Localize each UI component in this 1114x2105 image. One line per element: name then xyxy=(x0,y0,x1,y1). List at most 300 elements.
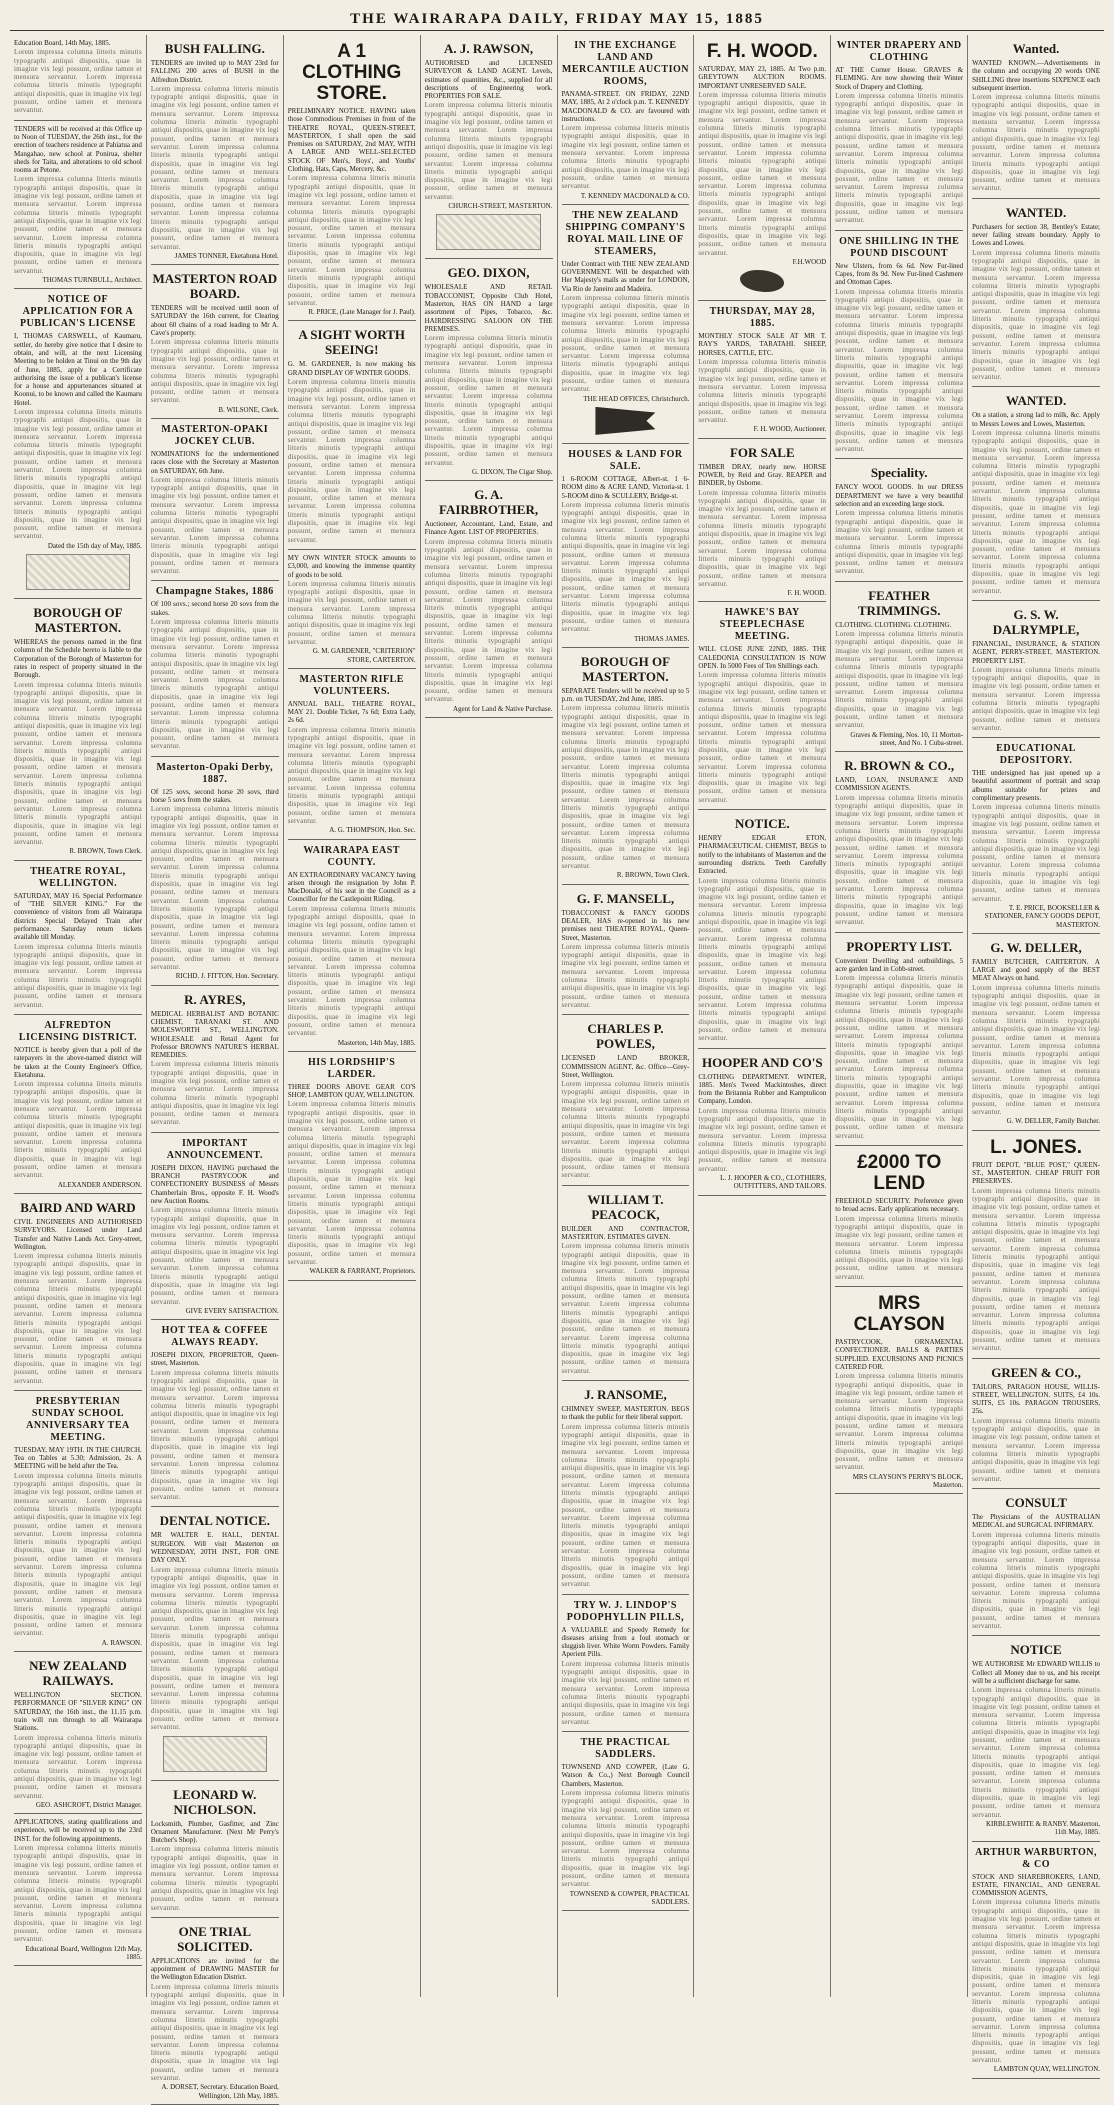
advertisement xyxy=(151,757,279,986)
ad-signature: JAMES TONNER, Eketahuna Hotel. xyxy=(174,251,279,260)
advertisement xyxy=(151,1918,279,2105)
ad-fine-print: Lorem impressa columna litteris minutis typographi antiqui dispositis, quae in imagine vix legi possunt, ordine tamen et mensura servantur. Lorem impressa columna litteris minutis typographi antiqui dispositis, quae in imagine vix legi possunt, ordine tamen et mensura servantur. Lorem impressa columna litteris minutis typographi antiqui dispositis, quae in imagine vix legi possunt, ordine tamen et mensura servantur. Lorem impressa columna litteris minutis typographi antiqui dispositis, quae in imagine vix legi possunt, ordine tamen et mensura servantur. xyxy=(14,1252,142,1385)
advertisement xyxy=(835,459,963,581)
advertisement xyxy=(151,1133,279,1320)
ad-body: AN EXTRAORDINARY VACANCY having arisen through the resignation by John P. MacDonald, of his seat in the Council as a Councillor for the Castlepoint Riding. xyxy=(287,870,416,904)
ad-signature: CHURCH-STREET, MASTERTON. xyxy=(448,202,553,211)
ad-heading: HOOPER AND CO'S xyxy=(702,1054,823,1070)
ad-fine-print: Lorem impressa columna litteris minutis typographi antiqui dispositis, quae in imagine vix legi possunt, ordine tamen et mensura servantur. Lorem impressa columna litteris minutis typographi antiqui dispositis, quae in imagine vix legi possunt, ordine tamen et mensura servantur. Lorem impressa columna litteris minutis typographi antiqui dispositis, quae in imagine vix legi possunt, ordine tamen et mensura servantur. xyxy=(972,803,1100,903)
ad-heading: THEATRE ROYAL, WELLINGTON. xyxy=(30,865,126,889)
advertisement xyxy=(14,1194,142,1391)
ad-fine-print: Lorem impressa columna litteris minutis typographi antiqui dispositis, quae in imagine vix legi possunt, ordine tamen et mensura servantur. Lorem impressa columna litteris minutis typographi antiqui dispositis, quae in imagine vix legi possunt, ordine tamen et mensura servantur. xyxy=(150,1845,279,1912)
ad-body: MEDICAL HERBALIST AND BOTANIC CHEMIST, TARANAKI ST. AND MOLESWORTH ST., WELLINGTON. WHOLESALE and Retail Agent for Professor BROWN'S NATURE'S HERBAL REMEDIES. xyxy=(150,1009,279,1060)
ad-fine-print: Lorem impressa columna litteris minutis typographi antiqui dispositis, quae in imagine vix legi possunt, ordine tamen et mensura servantur. Lorem impressa columna litteris minutis typographi antiqui dispositis, quae in imagine vix legi possunt, ordine tamen et mensura servantur. xyxy=(698,358,827,425)
ad-heading: ONE TRIAL SOLICITED. xyxy=(177,1923,253,1954)
advertisement xyxy=(14,35,142,121)
ad-heading: TRY W. J. LINDOP'S PODOPHYLLIN PILLS, xyxy=(566,1599,685,1623)
advertisement xyxy=(972,934,1100,1131)
ad-fine-print: Lorem impressa columna litteris minutis typographi antiqui dispositis, quae in imagine vix legi possunt, ordine tamen et mensura servantur. Lorem impressa columna litteris minutis typographi antiqui dispositis, quae in imagine vix legi possunt, ordine tamen et mensura servantur. Lorem impressa columna litteris minutis typographi antiqui dispositis, quae in imagine vix legi possunt, ordine tamen et mensura servantur. xyxy=(150,1206,279,1306)
ad-signature: F.H.WOOD xyxy=(792,257,827,266)
ad-body: NOTICE is hereby given that a poll of the ratepayers in the above-named district will be taken at the County Engineer's Office, Eketahuna. xyxy=(14,1045,142,1079)
advertisement xyxy=(972,1636,1100,1841)
advertisement xyxy=(698,301,826,439)
advertisement xyxy=(288,321,416,550)
advertisement xyxy=(698,1049,826,1196)
ad-heading: G. A. FAIRBROTHER, xyxy=(439,487,539,518)
ad-heading: THURSDAY, MAY 28, 1885. xyxy=(709,306,815,330)
ad-heading: PROPERTY LIST. xyxy=(846,938,953,954)
ad-fine-print: Lorem impressa columna litteris minutis typographi antiqui dispositis, quae in imagine vix legi possunt, ordine tamen et mensura servantur. Lorem impressa columna litteris minutis typographi antiqui dispositis, quae in imagine vix legi possunt, ordine tamen et mensura servantur. Lorem impressa columna litteris minutis typographi antiqui dispositis, quae in imagine vix legi possunt, ordine tamen et mensura servantur. Lorem impressa columna litteris minutis typographi antiqui dispositis, quae in imagine vix legi possunt, ordine tamen et mensura servantur. Lorem impressa columna litteris minutis typographi antiqui dispositis, quae in imagine vix legi possunt, ordine tamen et mensura servantur. xyxy=(698,876,827,1043)
ad-heading: NOTICE xyxy=(1010,1642,1062,1658)
ad-body: HENRY EDGAR ETON, PHARMACEUTICAL CHEMIST, BEGS to notify to the inhabitants of Masterton and the surrounding districts. Teeth Carefully Extracted. xyxy=(698,834,827,876)
ad-body: LICENSED LAND BROKER, COMMISSION AGENT, &c. Office—Grey-Street, Wellington. xyxy=(561,1054,690,1079)
ad-signature: T. E. PRICE, BOOKSELLER & STATIONER, FANCY GOODS DEPOT, MASTERTON. xyxy=(984,903,1100,929)
column-8 xyxy=(968,35,1104,2074)
ad-heading: ARTHUR WARBURTON, & CO xyxy=(975,1846,1097,1870)
ad-body: WHOLESALE AND RETAIL TOBACCONIST, Opposite Club Hotel, Masterton, HAS ON HAND a large assortment of Pipes, Tobacco, &c. HAIRDRESSING SALOON ON THE PREMISES. xyxy=(424,283,553,333)
advertisement xyxy=(562,648,690,885)
ad-heading: BUSH FALLING. xyxy=(164,41,265,56)
ad-fine-print: Lorem impressa columna litteris minutis typographi antiqui dispositis, quae in imagine vix legi possunt, ordine tamen et mensura servantur. Lorem impressa columna litteris minutis typographi antiqui dispositis, quae in imagine vix legi possunt, ordine tamen et mensura servantur. Lorem impressa columna litteris minutis typographi antiqui dispositis, quae in imagine vix legi possunt, ordine tamen et mensura servantur. Lorem impressa columna litteris minutis typographi antiqui dispositis, quae in imagine vix legi possunt, ordine tamen et mensura servantur. xyxy=(561,500,690,634)
advertisement xyxy=(14,289,142,599)
ad-heading: LEONARD W. NICHOLSON. xyxy=(173,1786,257,1817)
ad-body: AT THE Corner House. GRAVES & FLEMING. Are now showing their Winter Stock of Drapery and Clothing. xyxy=(835,66,964,91)
ad-heading: G. F. MANSELL, xyxy=(576,890,675,906)
ad-fine-print: Lorem impressa columna litteris minutis typographi antiqui dispositis, quae in imagine vix legi possunt, ordine tamen et mensura servantur. Lorem impressa columna litteris minutis typographi antiqui dispositis, quae in imagine vix legi possunt, ordine tamen et mensura servantur. Lorem impressa columna litteris minutis typographi antiqui dispositis, quae in imagine vix legi possunt, ordine tamen et mensura servantur. xyxy=(972,93,1100,193)
ad-heading: MASTERTON ROAD BOARD. xyxy=(152,271,278,302)
ad-fine-print: Lorem impressa columna litteris minutis typographi antiqui dispositis, quae in imagine vix legi possunt, ordine tamen et mensura servantur. Lorem impressa columna litteris minutis typographi antiqui dispositis, quae in imagine vix legi possunt, ordine tamen et mensura servantur. Lorem impressa columna litteris minutis typographi antiqui dispositis, quae in imagine vix legi possunt, ordine tamen et mensura servantur. Lorem impressa columna litteris minutis typographi antiqui dispositis, quae in imagine vix legi possunt, ordine tamen et mensura servantur. xyxy=(835,793,964,927)
shipping-flag-emblem xyxy=(595,407,655,435)
advertisement xyxy=(151,1320,279,1507)
ad-body: The Physicians of the AUSTRALIAN MEDICAL and SURGICAL INFIRMARY. xyxy=(972,1513,1100,1530)
advertisement xyxy=(562,1015,690,1185)
ad-signature: WALKER & FARRANT, Proprietors. xyxy=(309,1267,416,1276)
ad-signature: R. BROWN, Town Clerk. xyxy=(69,847,142,856)
ad-signature: R. BROWN, Town Clerk. xyxy=(616,871,690,880)
ad-fine-print: Lorem impressa columna litteris minutis typographi antiqui dispositis, quae in imagine vix legi possunt, ordine tamen et mensura servantur. Lorem impressa columna litteris minutis typographi antiqui dispositis, quae in imagine vix legi possunt, ordine tamen et mensura servantur. xyxy=(14,942,142,1009)
ad-fine-print: Lorem impressa columna litteris minutis typographi antiqui dispositis, quae in imagine vix legi possunt, ordine tamen et mensura servantur. Lorem impressa columna litteris minutis typographi antiqui dispositis, quae in imagine vix legi possunt, ordine tamen et mensura servantur. Lorem impressa columna litteris minutis typographi antiqui dispositis, quae in imagine vix legi possunt, ordine tamen et mensura servantur. Lorem impressa columna litteris minutis typographi antiqui dispositis, quae in imagine vix legi possunt, ordine tamen et mensura servantur. xyxy=(150,618,279,751)
ad-signature: Agent for Land & Native Purchase. xyxy=(452,704,553,713)
ad-fine-print: Lorem impressa columna litteris minutis typographi antiqui dispositis, quae in imagine vix legi possunt, ordine tamen et mensura servantur. Lorem impressa columna litteris minutis typographi antiqui dispositis, quae in imagine vix legi possunt, ordine tamen et mensura servantur. Lorem impressa columna litteris minutis typographi antiqui dispositis, quae in imagine vix legi possunt, ordine tamen et mensura servantur. Lorem impressa columna litteris minutis typographi antiqui dispositis, quae in imagine vix legi possunt, ordine tamen et mensura servantur. Lorem impressa columna litteris minutis typographi antiqui dispositis, quae in imagine vix legi possunt, ordine tamen et mensura servantur. xyxy=(835,287,964,454)
ad-body: WHEREAS the persons named in the first column of the Schedule hereto is liable to the Corporation of the Borough of Masterton for rates in respect of property situated in the Borough. xyxy=(14,638,142,680)
ad-fine-print: Lorem impressa columna litteris minutis typographi antiqui dispositis, quae in imagine vix legi possunt, ordine tamen et mensura servantur. Lorem impressa columna litteris minutis typographi antiqui dispositis, quae in imagine vix legi possunt, ordine tamen et mensura servantur. Lorem impressa columna litteris minutis typographi antiqui dispositis, quae in imagine vix legi possunt, ordine tamen et mensura servantur. Lorem impressa columna litteris minutis typographi antiqui dispositis, quae in imagine vix legi possunt, ordine tamen et mensura servantur. xyxy=(561,1242,690,1375)
advertisement xyxy=(698,439,826,603)
advertisement xyxy=(288,840,416,1052)
advertisement xyxy=(835,1287,963,1494)
ad-fine-print: Lorem impressa columna litteris minutis typographi antiqui dispositis, quae in imagine vix legi possunt, ordine tamen et mensura servantur. Lorem impressa columna litteris minutis typographi antiqui dispositis, quae in imagine vix legi possunt, ordine tamen et mensura servantur. Lorem impressa columna litteris minutis typographi antiqui dispositis, quae in imagine vix legi possunt, ordine tamen et mensura servantur. Lorem impressa columna litteris minutis typographi antiqui dispositis, quae in imagine vix legi possunt, ordine tamen et mensura servantur. Lorem impressa columna litteris minutis typographi antiqui dispositis, quae in imagine vix legi possunt, ordine tamen et mensura servantur. xyxy=(150,84,279,251)
ad-signature: Graves & Fleming, Nos. 10, 11 Morton-street, And No. 1 Cuba-street. xyxy=(850,730,964,747)
ad-body: G. M. GARDENER, Is now making his GRAND DISPLAY OF WINTER GOODS. xyxy=(287,360,416,377)
ad-heading: BOROUGH OF MASTERTON. xyxy=(33,605,123,636)
advertisement xyxy=(698,602,826,810)
advertisement xyxy=(972,738,1100,934)
advertisement xyxy=(151,1507,279,1780)
ad-body: TUESDAY, MAY 19TH. IN THE CHURCH. Tea on Tables at 5.30; Admission, 2s. A MEETING will be held after the Tea. xyxy=(14,1445,142,1471)
ad-fine-print: Lorem impressa columna litteris minutis typographi antiqui dispositis, quae in imagine vix legi possunt, ordine tamen et mensura servantur. Lorem impressa columna litteris minutis typographi antiqui dispositis, quae in imagine vix legi possunt, ordine tamen et mensura servantur. Lorem impressa columna litteris minutis typographi antiqui dispositis, quae in imagine vix legi possunt, ordine tamen et mensura servantur. xyxy=(835,1372,964,1472)
ad-body: PRELIMINARY NOTICE. HAVING taken those Commodious Premises in front of the THEATRE ROYAL, QUEEN-STREET, MASTERTON, I shall open the said Premises on SATURDAY, 2nd MAY, WITH A LARGE AND WELL-SELECTED STOCK OF Men's, Boys', and Youths' Clothing, Hats, Caps, Mercery, &c. xyxy=(287,107,416,174)
ad-fine-print: Lorem impressa columna litteris minutis typographi antiqui dispositis, quae in imagine vix legi possunt, ordine tamen et mensura servantur. Lorem impressa columna litteris minutis typographi antiqui dispositis, quae in imagine vix legi possunt, ordine tamen et mensura servantur. Lorem impressa columna litteris minutis typographi antiqui dispositis, quae in imagine vix legi possunt, ordine tamen et mensura servantur. Lorem impressa columna litteris minutis typographi antiqui dispositis, quae in imagine vix legi possunt, ordine tamen et mensura servantur. Lorem impressa columna litteris minutis typographi antiqui dispositis, quae in imagine vix legi possunt, ordine tamen et mensura servantur. xyxy=(561,704,690,871)
ad-signature: G. M. GARDENER, "CRITERION" STORE, CARTERTON. xyxy=(312,647,416,664)
ad-body: 1 6-ROOM COTTAGE, Albert-st. 1 6-ROOM ditto & ACRE LAND, Victoria-st. 1 5-ROOM ditto & SCULLERY, Bridge-st. xyxy=(561,474,690,500)
ad-fine-print: Lorem impressa columna litteris minutis typographi antiqui dispositis, quae in imagine vix legi possunt, ordine tamen et mensura servantur. Lorem impressa columna litteris minutis typographi antiqui dispositis, quae in imagine vix legi possunt, ordine tamen et mensura servantur. Lorem impressa columna litteris minutis typographi antiqui dispositis, quae in imagine vix legi possunt, ordine tamen et mensura servantur. Lorem impressa columna litteris minutis typographi antiqui dispositis, quae in imagine vix legi possunt, ordine tamen et mensura servantur. xyxy=(287,174,416,307)
advertisement xyxy=(425,259,553,481)
ad-body: CLOTHING. CLOTHING. CLOTHING. xyxy=(835,620,952,629)
ad-signature: A. DORSET, Secretary. Education Board, Wellington, 12th May, 1885. xyxy=(161,2083,279,2100)
ad-body: JOSEPH DIXON, PROPRIETOR, Queen-street, Masterton. xyxy=(150,1351,279,1368)
advertisement xyxy=(425,481,553,718)
ad-body: TENDERS are invited up to MAY 23rd for FALLING 200 acres of BUSH in the Alfredton District. xyxy=(150,59,279,84)
ad-signature: THE HEAD OFFICES, Christchurch. xyxy=(583,394,690,403)
ad-body: Purchasers for section 38, Bentley's Estate; never failing stream boundary. Apply to Lowes and Lowes. xyxy=(972,222,1100,248)
advertisement xyxy=(151,265,279,419)
engraving-ornament xyxy=(26,554,130,590)
advertisement xyxy=(972,387,1100,601)
ad-body: TENDERS will be received at this Office up to Noon of TUESDAY, the 26th inst., for the erection of teachers residence at Pahiatua and Mangahao, new school at Ponirua, shelter sheds for Taita, and alterations to old school rooms at Petone. xyxy=(14,124,142,175)
ad-fine-print: Lorem impressa columna litteris minutis typographi antiqui dispositis, quae in imagine vix legi possunt, ordine tamen et mensura servantur. Lorem impressa columna litteris minutis typographi antiqui dispositis, quae in imagine vix legi possunt, ordine tamen et mensura servantur. Lorem impressa columna litteris minutis typographi antiqui dispositis, quae in imagine vix legi possunt, ordine tamen et mensura servantur. Lorem impressa columna litteris minutis typographi antiqui dispositis, quae in imagine vix legi possunt, ordine tamen et mensura servantur. Lorem impressa columna litteris minutis typographi antiqui dispositis, quae in imagine vix legi possunt, ordine tamen et mensura servantur. xyxy=(972,428,1100,595)
advertisement xyxy=(562,205,690,444)
ad-fine-print: Lorem impressa columna litteris minutis typographi antiqui dispositis, quae in imagine vix legi possunt, ordine tamen et mensura servantur. Lorem impressa columna litteris minutis typographi antiqui dispositis, quae in imagine vix legi possunt, ordine tamen et mensura servantur. xyxy=(561,124,690,191)
ad-body: TOWNSEND AND COWPER, (Late G. Watson & Co.,) Next Borough Council Chambers, Masterton. xyxy=(561,1763,690,1788)
column-1 xyxy=(10,35,147,1997)
ad-heading: EDUCATIONAL DEPOSITORY. xyxy=(996,743,1076,767)
ad-heading: A 1 CLOTHING STORE. xyxy=(302,41,402,104)
column-7 xyxy=(831,35,968,1997)
advertisement xyxy=(425,35,553,259)
ad-signature: THOMAS TURNBULL, Architect. xyxy=(42,276,142,285)
ad-body: New Ulsters, from 6s 6d. New Fur-lined Capes, from 8s 9d. New Fur-lined Cashmere and Ottoman Capes. xyxy=(835,261,964,287)
advertisement xyxy=(151,419,279,581)
advertisement xyxy=(835,1146,963,1287)
ad-heading: Speciality. xyxy=(870,465,928,481)
ad-signature: T. KENNEDY MACDONALD & CO. xyxy=(580,191,690,200)
ad-fine-print: Lorem impressa columna litteris minutis typographi antiqui dispositis, quae in imagine vix legi possunt, ordine tamen et mensura servantur. Lorem impressa columna litteris minutis typographi antiqui dispositis, quae in imagine vix legi possunt, ordine tamen et mensura servantur. Lorem impressa columna litteris minutis typographi antiqui dispositis, quae in imagine vix legi possunt, ordine tamen et mensura servantur. xyxy=(835,630,964,730)
ad-fine-print: Lorem impressa columna litteris minutis typographi antiqui dispositis, quae in imagine vix legi possunt, ordine tamen et mensura servantur. Lorem impressa columna litteris minutis typographi antiqui dispositis, quae in imagine vix legi possunt, ordine tamen et mensura servantur. Lorem impressa columna litteris minutis typographi antiqui dispositis, quae in imagine vix legi possunt, ordine tamen et mensura servantur. Lorem impressa columna litteris minutis typographi antiqui dispositis, quae in imagine vix legi possunt, ordine tamen et mensura servantur. Lorem impressa columna litteris minutis typographi antiqui dispositis, quae in imagine vix legi possunt, ordine tamen et mensura servantur. xyxy=(698,90,827,257)
ad-fine-print: Lorem impressa columna litteris minutis typographi antiqui dispositis, quae in imagine vix legi possunt, ordine tamen et mensura servantur. Lorem impressa columna litteris minutis typographi antiqui dispositis, quae in imagine vix legi possunt, ordine tamen et mensura servantur. xyxy=(835,509,964,576)
ad-body: MR WALTER E. HALL, DENTAL SURGEON. Will visit Masterton on WEDNESDAY, 20TH INST., FOR ONE DAY ONLY. xyxy=(150,1531,279,1565)
ad-body: WILL CLOSE JUNE 22ND, 1885. THE CALEDONIA CONSULTATION IS NOW OPEN. In 5000 Fees of Ten Shillings each. xyxy=(698,645,827,671)
ad-fine-print: Lorem impressa columna litteris minutis typographi antiqui dispositis, quae in imagine vix legi possunt, ordine tamen et mensura servantur. Lorem impressa columna litteris minutis typographi antiqui dispositis, quae in imagine vix legi possunt, ordine tamen et mensura servantur. Lorem impressa columna litteris minutis typographi antiqui dispositis, quae in imagine vix legi possunt, ordine tamen et mensura servantur. xyxy=(150,1982,279,2082)
ad-heading: J. RANSOME, xyxy=(584,1387,667,1403)
ad-body: BUILDER AND CONTRACTOR, MASTERTON. ESTIMATES GIVEN. xyxy=(561,1224,690,1241)
ad-heading: ONE SHILLING IN THE POUND DISCOUNT xyxy=(839,235,960,259)
ad-heading: MASTERTON-OPAKI JOCKEY CLUB. xyxy=(161,423,269,447)
ad-signature: THOMAS JAMES. xyxy=(634,634,690,643)
advertisement xyxy=(562,1595,690,1733)
ad-heading: NOTICE OF APPLICATION FOR A PUBLICAN'S LICENSE xyxy=(19,294,136,330)
ad-heading: WILLIAM T. PEACOCK, xyxy=(587,1191,664,1222)
advertisement xyxy=(14,1391,142,1652)
ad-body: APPLICATIONS, stating qualifications and experience, will be received up to the 23rd INST. for the following appointments. xyxy=(14,1818,142,1843)
advertisement xyxy=(562,1186,690,1381)
ad-heading: G. W. DELLER, xyxy=(990,939,1082,955)
ad-signature: GEO. ASHCROFT, District Manager. xyxy=(35,1800,142,1809)
ad-body: FRUIT DEPOT, "BLUE POST," QUEEN-ST., MASTERTON. CHEAP FRUIT FOR PRESERVES. xyxy=(972,1160,1100,1186)
ad-heading: NEW ZEALAND RAILWAYS. xyxy=(29,1658,127,1689)
ad-body: CIVIL ENGINEERS AND AUTHORISED SURVEYORS. Licensed under Land Transfer and Native Lands Act. Grey-street, Wellington. xyxy=(14,1217,142,1251)
ad-body: WE AUTHORISE Mr EDWARD WILLIS to Collect all Money due to us, and his receipt will be a sufficient discharge for same. xyxy=(972,1660,1100,1685)
ad-signature: F. H. WOOD. xyxy=(787,589,827,598)
ad-fine-print: Lorem impressa columna litteris minutis typographi antiqui dispositis, quae in imagine vix legi possunt, ordine tamen et mensura servantur. Lorem impressa columna litteris minutis typographi antiqui dispositis, quae in imagine vix legi possunt, ordine tamen et mensura servantur. Lorem impressa columna litteris minutis typographi antiqui dispositis, quae in imagine vix legi possunt, ordine tamen et mensura servantur. xyxy=(972,1530,1100,1631)
ad-fine-print: Lorem impressa columna litteris minutis typographi antiqui dispositis, quae in imagine vix legi possunt, ordine tamen et mensura servantur. Lorem impressa columna litteris minutis typographi antiqui dispositis, quae in imagine vix legi possunt, ordine tamen et mensura servantur. Lorem impressa columna litteris minutis typographi antiqui dispositis, quae in imagine vix legi possunt, ordine tamen et mensura servantur. xyxy=(14,1080,142,1180)
ad-body: Locksmith, Plumber, Gasfitter, and Zinc Ornament Manufacturer. (Next Mr Perry's Butcher's Shop). xyxy=(150,1819,279,1845)
advertisement xyxy=(972,1489,1100,1636)
ad-heading: F. H. WOOD. xyxy=(706,41,818,62)
advertisement xyxy=(288,669,416,840)
ad-fine-print: Lorem impressa columna litteris minutis typographi antiqui dispositis, quae in imagine vix legi possunt, ordine tamen et mensura servantur. Lorem impressa columna litteris minutis typographi antiqui dispositis, quae in imagine vix legi possunt, ordine tamen et mensura servantur. Lorem impressa columna litteris minutis typographi antiqui dispositis, quae in imagine vix legi possunt, ordine tamen et mensura servantur. Lorem impressa columna litteris minutis typographi antiqui dispositis, quae in imagine vix legi possunt, ordine tamen et mensura servantur. Lorem impressa columna litteris minutis typographi antiqui dispositis, quae in imagine vix legi possunt, ordine tamen et mensura servantur. xyxy=(424,537,553,704)
ad-body: THREE DOORS ABOVE GEAR CO'S SHOP, LAMBTON QUAY, WELLINGTON. xyxy=(287,1082,416,1100)
ad-heading: WANTED. xyxy=(1005,393,1067,409)
advertisement xyxy=(288,35,416,321)
ad-heading: THE PRACTICAL SADDLERS. xyxy=(580,1737,671,1761)
ad-heading: A SIGHT WORTH SEEING! xyxy=(298,327,406,358)
ad-fine-print: Lorem impressa columna litteris minutis typographi antiqui dispositis, quae in imagine vix legi possunt, ordine tamen et mensura servantur. Lorem impressa columna litteris minutis typographi antiqui dispositis, quae in imagine vix legi possunt, ordine tamen et mensura servantur. Lorem impressa columna litteris minutis typographi antiqui dispositis, quae in imagine vix legi possunt, ordine tamen et mensura servantur. Lorem impressa columna litteris minutis typographi antiqui dispositis, quae in imagine vix legi possunt, ordine tamen et mensura servantur. xyxy=(150,1368,279,1502)
ad-body: FREEHOLD SECURITY. Preference given to broad acres. Early applications necessary. xyxy=(835,1197,964,1214)
ad-signature: R. PRICE, (Late Manager for J. Paul). xyxy=(308,308,416,317)
advertisement xyxy=(14,1652,142,1814)
ad-heading: BAIRD AND WARD xyxy=(20,1199,136,1215)
ad-heading: NOTICE. xyxy=(735,816,790,832)
ad-signature: B. WILSONE, Clerk. xyxy=(218,405,279,414)
ad-heading: WINTER DRAPERY AND CLOTHING xyxy=(836,40,962,63)
ad-signature: Dated the 15th day of May, 1885. xyxy=(47,541,142,550)
ad-fine-print: Lorem impressa columna litteris minutis typographi antiqui dispositis, quae in imagine vix legi possunt, ordine tamen et mensura servantur. Lorem impressa columna litteris minutis typographi antiqui dispositis, quae in imagine vix legi possunt, ordine tamen et mensura servantur. Lorem impressa columna litteris minutis typographi antiqui dispositis, quae in imagine vix legi possunt, ordine tamen et mensura servantur. Lorem impressa columna litteris minutis typographi antiqui dispositis, quae in imagine vix legi possunt, ordine tamen et mensura servantur. xyxy=(972,983,1100,1117)
ad-fine-print: Lorem impressa columna litteris minutis typographi antiqui dispositis, quae in imagine vix legi possunt, ordine tamen et mensura servantur. Lorem impressa columna litteris minutis typographi antiqui dispositis, quae in imagine vix legi possunt, ordine tamen et mensura servantur. Lorem impressa columna litteris minutis typographi antiqui dispositis, quae in imagine vix legi possunt, ordine tamen et mensura servantur. xyxy=(287,725,416,825)
advertisement xyxy=(972,601,1100,738)
ad-body: TENDERS will be received until noon of SATURDAY the 16th current, for Clearing about 60 chains of a road leading to Mr A. Cave's property. xyxy=(150,304,279,338)
column-6 xyxy=(694,35,831,1997)
ad-fine-print: Lorem impressa columna litteris minutis typographi antiqui dispositis, quae in imagine vix legi possunt, ordine tamen et mensura servantur. Lorem impressa columna litteris minutis typographi antiqui dispositis, quae in imagine vix legi possunt, ordine tamen et mensura servantur. Lorem impressa columna litteris minutis typographi antiqui dispositis, quae in imagine vix legi possunt, ordine tamen et mensura servantur. Lorem impressa columna litteris minutis typographi antiqui dispositis, quae in imagine vix legi possunt, ordine tamen et mensura servantur. Lorem impressa columna litteris minutis typographi antiqui dispositis, quae in imagine vix legi possunt, ordine tamen et mensura servantur. xyxy=(287,1100,416,1267)
ad-heading: WAIRARAPA EAST COUNTY. xyxy=(303,844,400,868)
ad-body: WELLINGTON SECTION. PERFORMANCE OF "SILVER KING" ON SATURDAY, the 16th inst., the 11.15 p.m. train will run through to all Wairarapa Stations. xyxy=(14,1691,142,1733)
ad-signature: TOWNSEND & COWPER, PRACTICAL SADDLERS. xyxy=(569,1889,690,1906)
ad-heading: GEO. DIXON, xyxy=(447,265,530,281)
ad-body: A VALUABLE and Speedy Remedy for diseases arising from a foul stomach or sluggish liver. White Worm Powders. Family Aperient Pills. xyxy=(561,1625,690,1659)
ad-fine-print: Lorem impressa columna litteris minutis typographi antiqui dispositis, quae in imagine vix legi possunt, ordine tamen et mensura servantur. Lorem impressa columna litteris minutis typographi antiqui dispositis, quae in imagine vix legi possunt, ordine tamen et mensura servantur. Lorem impressa columna litteris minutis typographi antiqui dispositis, quae in imagine vix legi possunt, ordine tamen et mensura servantur. xyxy=(561,294,690,394)
ad-heading: BOROUGH OF MASTERTON. xyxy=(580,653,671,684)
ad-body: ANNUAL BALL. THEATRE ROYAL, MAY 21. Double Ticket, 7s 6d; Extra Lady, 2s 6d. xyxy=(287,699,416,725)
advertisement xyxy=(562,885,690,1016)
ad-body: JOSEPH DIXON, HAVING purchased the BRANCH PASTRYCOOK and CONFECTIONERY BUSINESS of Messrs Chamberlain Bros., opposite F. H. Wood's new Auction Rooms. xyxy=(150,1163,279,1205)
ad-body: Of 125 sovs, second horse 20 sovs, third horse 5 sovs from the stakes. xyxy=(150,787,279,805)
column-3 xyxy=(284,35,421,1997)
ad-signature: Educational Board, Wellington 12th May, 1885. xyxy=(25,1944,142,1961)
ad-fine-print: Lorem impressa columna litteris minutis typographi antiqui dispositis, quae in imagine vix legi possunt, ordine tamen et mensura servantur. Lorem impressa columna litteris minutis typographi antiqui dispositis, quae in imagine vix legi possunt, ordine tamen et mensura servantur. xyxy=(287,579,416,646)
ad-body: AUTHORISED and LICENSED SURVEYOR & LAND AGENT. Levels, estimates of quantities, &c., supplied for all descriptions of Engineering work. PROPERTIES FOR SALE. xyxy=(424,59,553,101)
ad-fine-print: Lorem impressa columna litteris minutis typographi antiqui dispositis, quae in imagine vix legi possunt, ordine tamen et mensura servantur. Lorem impressa columna litteris minutis typographi antiqui dispositis, quae in imagine vix legi possunt, ordine tamen et mensura servantur. Lorem impressa columna litteris minutis typographi antiqui dispositis, quae in imagine vix legi possunt, ordine tamen et mensura servantur. xyxy=(14,1844,142,1944)
ad-heading: £2000 TO LEND xyxy=(857,1152,942,1195)
column-4 xyxy=(421,35,558,1997)
ad-body: THE undersigned has just opened up a beautiful assortment of portrait and scrap albums suitable for prizes and complimentary presents. xyxy=(972,769,1100,803)
advertisement xyxy=(14,599,142,861)
column-5 xyxy=(558,35,695,1997)
ad-fine-print: Lorem impressa columna litteris minutis typographi antiqui dispositis, quae in imagine vix legi possunt, ordine tamen et mensura servantur. Lorem impressa columna litteris minutis typographi antiqui dispositis, quae in imagine vix legi possunt, ordine tamen et mensura servantur. Lorem impressa columna litteris minutis typographi antiqui dispositis, quae in imagine vix legi possunt, ordine tamen et mensura servantur. xyxy=(14,175,142,275)
ad-fine-print: Lorem impressa columna litteris minutis typographi antiqui dispositis, quae in imagine vix legi possunt, ordine tamen et mensura servantur. Lorem impressa columna litteris minutis typographi antiqui dispositis, quae in imagine vix legi possunt, ordine tamen et mensura servantur. xyxy=(150,338,279,405)
engraving-ornament xyxy=(436,214,540,250)
ad-body: CHIMNEY SWEEP, MASTERTON. BEGS to thank the public for their liberal support. xyxy=(561,1405,690,1422)
ad-heading: CHARLES P. POWLES, xyxy=(587,1021,664,1052)
ad-heading: Wanted. xyxy=(1012,41,1060,56)
ad-fine-print: Lorem impressa columna litteris minutis typographi antiqui dispositis, quae in imagine vix legi possunt, ordine tamen et mensura servantur. Lorem impressa columna litteris minutis typographi antiqui dispositis, quae in imagine vix legi possunt, ordine tamen et mensura servantur. Lorem impressa columna litteris minutis typographi antiqui dispositis, quae in imagine vix legi possunt, ordine tamen et mensura servantur. xyxy=(698,488,827,588)
ad-fine-print: Lorem impressa columna litteris minutis typographi antiqui dispositis, quae in imagine vix legi possunt, ordine tamen et mensura servantur. Lorem impressa columna litteris minutis typographi antiqui dispositis, quae in imagine vix legi possunt, ordine tamen et mensura servantur. Lorem impressa columna litteris minutis typographi antiqui dispositis, quae in imagine vix legi possunt, ordine tamen et mensura servantur. xyxy=(561,1080,690,1180)
ad-fine-print: Lorem impressa columna litteris minutis typographi antiqui dispositis, quae in imagine vix legi possunt, ordine tamen et mensura servantur. Lorem impressa columna litteris minutis typographi antiqui dispositis, quae in imagine vix legi possunt, ordine tamen et mensura servantur. Lorem impressa columna litteris minutis typographi antiqui dispositis, quae in imagine vix legi possunt, ordine tamen et mensura servantur. xyxy=(561,1789,690,1889)
advertisement xyxy=(972,199,1100,388)
ad-fine-print: Lorem impressa columna litteris minutis typographi antiqui dispositis, quae in imagine vix legi possunt, ordine tamen et mensura servantur. Lorem impressa columna litteris minutis typographi antiqui dispositis, quae in imagine vix legi possunt, ordine tamen et mensura servantur. xyxy=(835,1214,964,1281)
ad-fine-print: Lorem impressa columna litteris minutis typographi antiqui dispositis, quae in imagine vix legi possunt, ordine tamen et mensura servantur. Lorem impressa columna litteris minutis typographi antiqui dispositis, quae in imagine vix legi possunt, ordine tamen et mensura servantur. Lorem impressa columna litteris minutis typographi antiqui dispositis, quae in imagine vix legi possunt, ordine tamen et mensura servantur. Lorem impressa columna litteris minutis typographi antiqui dispositis, quae in imagine vix legi possunt, ordine tamen et mensura servantur. xyxy=(287,904,416,1038)
masthead: THE WAIRARAPA DAILY, FRIDAY MAY 15, 1885 xyxy=(10,8,1104,31)
ad-fine-print: Lorem impressa columna litteris minutis typographi antiqui dispositis, quae in imagine vix legi possunt, ordine tamen et mensura servantur. Lorem impressa columna litteris minutis typographi antiqui dispositis, quae in imagine vix legi possunt, ordine tamen et mensura servantur. xyxy=(972,1416,1100,1483)
advertisement xyxy=(698,35,826,301)
ad-heading: HIS LORDSHIP'S LARDER. xyxy=(308,1056,396,1080)
ad-body: Convenient Dwelling and outbuildings, 5 acre garden land in Cobb-street. xyxy=(835,956,964,973)
ad-fine-print: Lorem impressa columna litteris minutis typographi antiqui dispositis, quae in imagine vix legi possunt, ordine tamen et mensura servantur. Lorem impressa columna litteris minutis typographi antiqui dispositis, quae in imagine vix legi possunt, ordine tamen et mensura servantur. Lorem impressa columna litteris minutis typographi antiqui dispositis, quae in imagine vix legi possunt, ordine tamen et mensura servantur. Lorem impressa columna litteris minutis typographi antiqui dispositis, quae in imagine vix legi possunt, ordine tamen et mensura servantur. Lorem impressa columna litteris minutis typographi antiqui dispositis, quae in imagine vix legi possunt, ordine tamen et mensura servantur. xyxy=(150,805,279,972)
ad-signature: GIVE EVERY SATISFACTION. xyxy=(185,1306,279,1315)
advertisement xyxy=(562,35,690,205)
ad-fine-print: Lorem impressa columna litteris minutis typographi antiqui dispositis, quae in imagine vix legi possunt, ordine tamen et mensura servantur. Lorem impressa columna litteris minutis typographi antiqui dispositis, quae in imagine vix legi possunt, ordine tamen et mensura servantur. Lorem impressa columna litteris minutis typographi antiqui dispositis, quae in imagine vix legi possunt, ordine tamen et mensura servantur. Lorem impressa columna litteris minutis typographi antiqui dispositis, quae in imagine vix legi possunt, ordine tamen et mensura servantur. Lorem impressa columna litteris minutis typographi antiqui dispositis, quae in imagine vix legi possunt, ordine tamen et mensura servantur. xyxy=(287,378,416,544)
advertisement xyxy=(14,1814,142,1966)
ad-body: Under Contract with THE NEW ZEALAND GOVERNMENT. Will be despatched with Her Majesty's mails as under for LONDON, Via Rio de Janeiro and Madeira. xyxy=(561,259,690,293)
ad-signature: G. DIXON, The Cigar Shop. xyxy=(471,467,553,476)
ad-heading: IMPORTANT ANNOUNCEMENT. xyxy=(166,1137,263,1161)
ad-fine-print: Lorem impressa columna litteris minutis typographi antiqui dispositis, quae in imagine vix legi possunt, ordine tamen et mensura servantur. Lorem impressa columna litteris minutis typographi antiqui dispositis, quae in imagine vix legi possunt, ordine tamen et mensura servantur. xyxy=(698,1106,827,1173)
advertisement xyxy=(562,1381,690,1595)
advertisement xyxy=(698,810,826,1048)
ad-body: NOMINATIONS for the undermentioned races close with the Secretary at Masterton on SATURDAY, 6th June. xyxy=(150,449,279,475)
advertisement xyxy=(151,1781,279,1918)
ad-fine-print: Lorem impressa columna litteris minutis typographi antiqui dispositis, quae in imagine vix legi possunt, ordine tamen et mensura servantur. Lorem impressa columna litteris minutis typographi antiqui dispositis, quae in imagine vix legi possunt, ordine tamen et mensura servantur. Lorem impressa columna litteris minutis typographi antiqui dispositis, quae in imagine vix legi possunt, ordine tamen et mensura servantur. Lorem impressa columna litteris minutis typographi antiqui dispositis, quae in imagine vix legi possunt, ordine tamen et mensura servantur. xyxy=(972,248,1100,382)
ad-fine-print: Lorem impressa columna litteris minutis typographi antiqui dispositis, quae in imagine vix legi possunt, ordine tamen et mensura servantur. Lorem impressa columna litteris minutis typographi antiqui dispositis, quae in imagine vix legi possunt, ordine tamen et mensura servantur. Lorem impressa columna litteris minutis typographi antiqui dispositis, quae in imagine vix legi possunt, ordine tamen et mensura servantur. Lorem impressa columna litteris minutis typographi antiqui dispositis, quae in imagine vix legi possunt, ordine tamen et mensura servantur. Lorem impressa columna litteris minutis typographi antiqui dispositis, quae in imagine vix legi possunt, ordine tamen et mensura servantur. xyxy=(972,1186,1100,1353)
ad-body: TOBACCONIST & FANCY GOODS DEALER, HAS re-opened in his new premises next THEATRE ROYAL, Queen-Street, Masterton. xyxy=(561,908,690,942)
advertisement xyxy=(835,231,963,460)
advertisement xyxy=(835,35,963,231)
ad-heading: DENTAL NOTICE. xyxy=(159,1513,270,1529)
ad-body: FAMILY BUTCHER, CARTERTON. A LARGE and good supply of the BEST MEAT Always on hand. xyxy=(972,957,1100,983)
ad-heading: L. JONES. xyxy=(990,1136,1082,1158)
ad-heading: MASTERTON RIFLE VOLUNTEERS. xyxy=(299,673,404,697)
ad-heading: ALFREDTON LICENSING DISTRICT. xyxy=(18,1019,138,1043)
advertisement xyxy=(835,933,963,1147)
ad-fine-print: Lorem impressa columna litteris minutis typographi antiqui dispositis, quae in imagine vix legi possunt, ordine tamen et mensura servantur. Lorem impressa columna litteris minutis typographi antiqui dispositis, quae in imagine vix legi possunt, ordine tamen et mensura servantur. xyxy=(14,48,142,115)
ad-fine-print: Lorem impressa columna litteris minutis typographi antiqui dispositis, quae in imagine vix legi possunt, ordine tamen et mensura servantur. Lorem impressa columna litteris minutis typographi antiqui dispositis, quae in imagine vix legi possunt, ordine tamen et mensura servantur. Lorem impressa columna litteris minutis typographi antiqui dispositis, quae in imagine vix legi possunt, ordine tamen et mensura servantur. Lorem impressa columna litteris minutis typographi antiqui dispositis, quae in imagine vix legi possunt, ordine tamen et mensura servantur. Lorem impressa columna litteris minutis typographi antiqui dispositis, quae in imagine vix legi possunt, ordine tamen et mensura servantur. xyxy=(561,1422,690,1589)
ad-fine-print: Lorem impressa columna litteris minutis typographi antiqui dispositis, quae in imagine vix legi possunt, ordine tamen et mensura servantur. Lorem impressa columna litteris minutis typographi antiqui dispositis, quae in imagine vix legi possunt, ordine tamen et mensura servantur. xyxy=(561,942,690,1009)
ad-fine-print: Lorem impressa columna litteris minutis typographi antiqui dispositis, quae in imagine vix legi possunt, ordine tamen et mensura servantur. Lorem impressa columna litteris minutis typographi antiqui dispositis, quae in imagine vix legi possunt, ordine tamen et mensura servantur. Lorem impressa columna litteris minutis typographi antiqui dispositis, quae in imagine vix legi possunt, ordine tamen et mensura servantur. xyxy=(424,101,553,201)
ad-body: CLOTHING DEPARTMENT. WINTER, 1885. Men's Tweed Mackintoshes, direct from the Britannia Rubber and Kamptulicon Company, London. xyxy=(698,1072,827,1106)
ad-fine-print: Lorem impressa columna litteris minutis typographi antiqui dispositis, quae in imagine vix legi possunt, ordine tamen et mensura servantur. Lorem impressa columna litteris minutis typographi antiqui dispositis, quae in imagine vix legi possunt, ordine tamen et mensura servantur. Lorem impressa columna litteris minutis typographi antiqui dispositis, quae in imagine vix legi possunt, ordine tamen et mensura servantur. Lorem impressa columna litteris minutis typographi antiqui dispositis, quae in imagine vix legi possunt, ordine tamen et mensura servantur. Lorem impressa columna litteris minutis typographi antiqui dispositis, quae in imagine vix legi possunt, ordine tamen et mensura servantur. xyxy=(835,974,964,1140)
advertisement xyxy=(288,550,416,669)
ad-body: I, THOMAS CARSWELL, of Kaumaru, settler, do hereby give notice that I desire to obtain, and will, at the next Licensing Meeting to be holden at Tinui on the 9th day of June, 1885, apply for a Certificate authorising the issue of a publican's license for a house and appurtenances situated at Koonui, to be known and called the Kaumaru Hotel. xyxy=(14,332,142,407)
ad-signature: RICHD. J. FITTON, Hon. Secretary. xyxy=(175,972,279,981)
engraving-ornament xyxy=(163,1736,267,1772)
ad-signature: MRS CLAYSON'S PERRY'S BLOCK, Masterton. xyxy=(852,1472,964,1490)
ad-fine-print: Lorem impressa columna litteris minutis typographi antiqui dispositis, quae in imagine vix legi possunt, ordine tamen et mensura servantur. Lorem impressa columna litteris minutis typographi antiqui dispositis, quae in imagine vix legi possunt, ordine tamen et mensura servantur. Lorem impressa columna litteris minutis typographi antiqui dispositis, quae in imagine vix legi possunt, ordine tamen et mensura servantur. Lorem impressa columna litteris minutis typographi antiqui dispositis, quae in imagine vix legi possunt, ordine tamen et mensura servantur. Lorem impressa columna litteris minutis typographi antiqui dispositis, quae in imagine vix legi possunt, ordine tamen et mensura servantur. xyxy=(14,680,142,847)
ad-heading: CONSULT xyxy=(1005,1495,1067,1511)
pointing-hand-ornament xyxy=(740,270,784,292)
ad-fine-print: Lorem impressa columna litteris minutis typographi antiqui dispositis, quae in imagine vix legi possunt, ordine tamen et mensura servantur. Lorem impressa columna litteris minutis typographi antiqui dispositis, quae in imagine vix legi possunt, ordine tamen et mensura servantur. Lorem impressa columna litteris minutis typographi antiqui dispositis, quae in imagine vix legi possunt, ordine tamen et mensura servantur. Lorem impressa columna litteris minutis typographi antiqui dispositis, quae in imagine vix legi possunt, ordine tamen et mensura servantur. xyxy=(424,334,553,467)
ad-fine-print: Lorem impressa columna litteris minutis typographi antiqui dispositis, quae in imagine vix legi possunt, ordine tamen et mensura servantur. Lorem impressa columna litteris minutis typographi antiqui dispositis, quae in imagine vix legi possunt, ordine tamen et mensura servantur. Lorem impressa columna litteris minutis typographi antiqui dispositis, quae in imagine vix legi possunt, ordine tamen et mensura servantur. Lorem impressa columna litteris minutis typographi antiqui dispositis, quae in imagine vix legi possunt, ordine tamen et mensura servantur. xyxy=(698,671,827,804)
ad-body: APPLICATIONS are invited for the appointment of DRAWING MASTER for the Wellington Education District. xyxy=(150,1956,279,1982)
ad-heading: IN THE EXCHANGE LAND AND MERCANTILE AUCTION ROOMS, xyxy=(561,40,689,87)
ad-body: SATURDAY, MAY 16. Special Performance of "THE SILVER KING." For the convenience of visitors from all Wairarapa districts Special Delayed Train after performance. Saturday return tickets available till Monday. xyxy=(14,891,142,942)
ad-fine-print: Lorem impressa columna litteris minutis typographi antiqui dispositis, quae in imagine vix legi possunt, ordine tamen et mensura servantur. Lorem impressa columna litteris minutis typographi antiqui dispositis, quae in imagine vix legi possunt, ordine tamen et mensura servantur. Lorem impressa columna litteris minutis typographi antiqui dispositis, quae in imagine vix legi possunt, ordine tamen et mensura servantur. Lorem impressa columna litteris minutis typographi antiqui dispositis, quae in imagine vix legi possunt, ordine tamen et mensura servantur. xyxy=(835,91,964,225)
advertisement xyxy=(288,1052,416,1281)
ad-fine-print: Lorem impressa columna litteris minutis typographi antiqui dispositis, quae in imagine vix legi possunt, ordine tamen et mensura servantur. Lorem impressa columna litteris minutis typographi antiqui dispositis, quae in imagine vix legi possunt, ordine tamen et mensura servantur. Lorem impressa columna litteris minutis typographi antiqui dispositis, quae in imagine vix legi possunt, ordine tamen et mensura servantur. Lorem impressa columna litteris minutis typographi antiqui dispositis, quae in imagine vix legi possunt, ordine tamen et mensura servantur. Lorem impressa columna litteris minutis typographi antiqui dispositis, quae in imagine vix legi possunt, ordine tamen et mensura servantur. xyxy=(14,1471,142,1638)
ad-body: MY OWN WINTER STOCK amounts to £3,000, and knowing the immense quantity of goods to be sold. xyxy=(287,553,416,579)
ad-heading: HAWKE'S BAY STEEPLECHASE MEETING. xyxy=(719,607,806,643)
ad-body: Auctioneer, Accountant, Land, Estate, and Finance Agent. LIST OF PROPERTIES. xyxy=(424,520,553,537)
advertisement xyxy=(562,444,690,648)
ad-heading: THE NEW ZEALAND SHIPPING COMPANY'S ROYAL MAIL LINE OF STEAMERS, xyxy=(565,209,686,257)
ad-fine-print: Lorem impressa columna litteris minutis typographi antiqui dispositis, quae in imagine vix legi possunt, ordine tamen et mensura servantur. Lorem impressa columna litteris minutis typographi antiqui dispositis, quae in imagine vix legi possunt, ordine tamen et mensura servantur. Lorem impressa columna litteris minutis typographi antiqui dispositis, quae in imagine vix legi possunt, ordine tamen et mensura servantur. Lorem impressa columna litteris minutis typographi antiqui dispositis, quae in imagine vix legi possunt, ordine tamen et mensura servantur. xyxy=(972,1686,1100,1819)
advertisement xyxy=(972,1359,1100,1490)
ad-signature: KIRBLEWHITE & RANBY. Masterton, 11th May, 1885. xyxy=(986,1819,1100,1837)
ad-body: LAND, LOAN, INSURANCE AND COMMISSION AGENTS. xyxy=(835,776,964,793)
ad-heading: R. AYRES, xyxy=(184,991,246,1007)
ad-body: WANTED KNOWN.—Advertisements in the column and occupying 20 words ONE SHILLING three insertions SIXPENCE each subsequent insertion. xyxy=(972,59,1100,92)
advertisement xyxy=(972,35,1100,199)
advertisement xyxy=(972,1131,1100,1359)
column-2 xyxy=(147,35,284,2100)
ad-body: Of 100 sovs.; second horse 20 sovs from the stakes. xyxy=(150,600,279,617)
ad-heading: Masterton-Opaki Derby, 1887. xyxy=(156,761,274,785)
advertisement xyxy=(151,35,279,265)
ad-signature: G. W. DELLER, Family Butcher. xyxy=(1006,1117,1100,1126)
ad-heading: FEATHER TRIMMINGS. xyxy=(857,587,941,618)
ad-fine-print: Lorem impressa columna litteris minutis typographi antiqui dispositis, quae in imagine vix legi possunt, ordine tamen et mensura servantur. Lorem impressa columna litteris minutis typographi antiqui dispositis, quae in imagine vix legi possunt, ordine tamen et mensura servantur. Lorem impressa columna litteris minutis typographi antiqui dispositis, quae in imagine vix legi possunt, ordine tamen et mensura servantur. Lorem impressa columna litteris minutis typographi antiqui dispositis, quae in imagine vix legi possunt, ordine tamen et mensura servantur. Lorem impressa columna litteris minutis typographi antiqui dispositis, quae in imagine vix legi possunt, ordine tamen et mensura servantur. xyxy=(972,1898,1100,2065)
ad-fine-print: Lorem impressa columna litteris minutis typographi antiqui dispositis, quae in imagine vix legi possunt, ordine tamen et mensura servantur. Lorem impressa columna litteris minutis typographi antiqui dispositis, quae in imagine vix legi possunt, ordine tamen et mensura servantur. xyxy=(561,1659,690,1726)
ad-signature: LAMBTON QUAY, WELLINGTON. xyxy=(993,2065,1100,2074)
ad-body: On a station, a strong lad to milk, &c. Apply to Messrs Lowes and Lowes, Masterton. xyxy=(972,411,1100,428)
ad-fine-print: Lorem impressa columna litteris minutis typographi antiqui dispositis, quae in imagine vix legi possunt, ordine tamen et mensura servantur. Lorem impressa columna litteris minutis typographi antiqui dispositis, quae in imagine vix legi possunt, ordine tamen et mensura servantur. xyxy=(150,1060,279,1127)
advertisement xyxy=(14,861,142,1015)
advertisement xyxy=(14,121,142,290)
ad-heading: R. BROWN & CO., xyxy=(844,758,955,774)
columns-container xyxy=(10,35,1104,2100)
ad-signature: L. J. HOOPER & CO., CLOTHIERS, OUTFITTERS, AND TAILORS. xyxy=(720,1174,827,1191)
ad-body: FANCY WOOL GOODS. In our DRESS DEPARTMENT we have a very beautiful selection and an exceeding large stock. xyxy=(835,483,964,509)
ad-heading: GREEN & CO., xyxy=(991,1364,1081,1380)
advertisement xyxy=(972,1842,1100,2079)
ad-heading: WANTED. xyxy=(1005,204,1067,220)
ad-heading: HOT TEA & COFFEE ALWAYS READY. xyxy=(161,1325,268,1349)
ad-signature: A. G. THOMPSON, Hon. Sec. xyxy=(329,826,416,835)
ad-body: STOCK AND SHAREBROKERS, LAND, ESTATE, FINANCIAL, AND GENERAL COMMISSION AGENTS, xyxy=(972,1872,1100,1898)
ad-signature: A. RAWSON. xyxy=(101,1638,142,1647)
ad-fine-print: Lorem impressa columna litteris minutis typographi antiqui dispositis, quae in imagine vix legi possunt, ordine tamen et mensura servantur. Lorem impressa columna litteris minutis typographi antiqui dispositis, quae in imagine vix legi possunt, ordine tamen et mensura servantur. Lorem impressa columna litteris minutis typographi antiqui dispositis, quae in imagine vix legi possunt, ordine tamen et mensura servantur. Lorem impressa columna litteris minutis typographi antiqui dispositis, quae in imagine vix legi possunt, ordine tamen et mensura servantur. Lorem impressa columna litteris minutis typographi antiqui dispositis, quae in imagine vix legi possunt, ordine tamen et mensura servantur. xyxy=(150,1565,279,1732)
ad-body: PASTRYCOOK, ORNAMENTAL CONFECTIONER. BALLS & PARTIES SUPPLIED. EXCURSIONS AND PICNICS CATERED FOR. xyxy=(835,1338,964,1371)
ad-body: TIMBER DRAY, nearly new. HORSE POWER, by Reid and Gray. REAPER and BINDER, by Osborne. xyxy=(698,462,827,488)
advertisement xyxy=(151,581,279,756)
ad-body: Education Board, 14th May, 1885. xyxy=(14,39,111,47)
ad-signature: Masterton, 14th May, 1885. xyxy=(337,1038,416,1047)
ad-body: SATURDAY, MAY 23, 1885. At Two p.m. GREYTOWN AUCTION ROOMS. IMPORTANT UNRESERVED SALE. xyxy=(698,65,827,90)
ad-fine-print: Lorem impressa columna litteris minutis typographi antiqui dispositis, quae in imagine vix legi possunt, ordine tamen et mensura servantur. Lorem impressa columna litteris minutis typographi antiqui dispositis, quae in imagine vix legi possunt, ordine tamen et mensura servantur. xyxy=(972,665,1100,732)
ad-body: PANAMA-STREET. ON FRIDAY, 22ND MAY, 1885, At 2 o'clock p.m. T. KENNEDY MACDONALD & CO. are favoured with instructions. xyxy=(561,90,690,123)
ad-body: FINANCIAL, INSURANCE, & STATION AGENT, PERRY-STREET, MASTERTON. PROPERTY LIST. xyxy=(972,639,1100,665)
ad-heading: G. S. W. DALRYMPLE, xyxy=(992,606,1080,637)
advertisement xyxy=(562,1732,690,1911)
ad-heading: PRESBYTERIAN SUNDAY SCHOOL ANNIVERSARY TEA MEETING. xyxy=(26,1395,130,1443)
ad-body: MONTHLY STOCK SALE AT MR T. RAY'S YARDS, TARATAHI. SHEEP, HORSES, CATTLE, ETC. xyxy=(698,332,827,357)
ad-heading: FOR SALE xyxy=(729,444,795,460)
ad-signature: F. H. WOOD, Auctioneer. xyxy=(753,425,827,434)
ad-heading: A. J. RAWSON, xyxy=(443,41,534,56)
advertisement xyxy=(14,1015,142,1194)
ad-heading: MRS CLAYSON xyxy=(853,1293,945,1336)
ad-fine-print: Lorem impressa columna litteris minutis typographi antiqui dispositis, quae in imagine vix legi possunt, ordine tamen et mensura servantur. Lorem impressa columna litteris minutis typographi antiqui dispositis, quae in imagine vix legi possunt, ordine tamen et mensura servantur. xyxy=(14,1733,142,1800)
ad-fine-print: Lorem impressa columna litteris minutis typographi antiqui dispositis, quae in imagine vix legi possunt, ordine tamen et mensura servantur. Lorem impressa columna litteris minutis typographi antiqui dispositis, quae in imagine vix legi possunt, ordine tamen et mensura servantur. Lorem impressa columna litteris minutis typographi antiqui dispositis, quae in imagine vix legi possunt, ordine tamen et mensura servantur. Lorem impressa columna litteris minutis typographi antiqui dispositis, quae in imagine vix legi possunt, ordine tamen et mensura servantur. xyxy=(14,407,142,541)
ad-signature: ALEXANDER ANDERSON. xyxy=(57,1180,142,1189)
advertisement xyxy=(835,752,963,932)
ad-body: TAILORS, PARAGON HOUSE, WILLIS-STREET, WELLINGTON. SUITS, £4 10s. SUITS, £5 10s. PARAGON TROUSERS, 25s. xyxy=(972,1382,1100,1416)
